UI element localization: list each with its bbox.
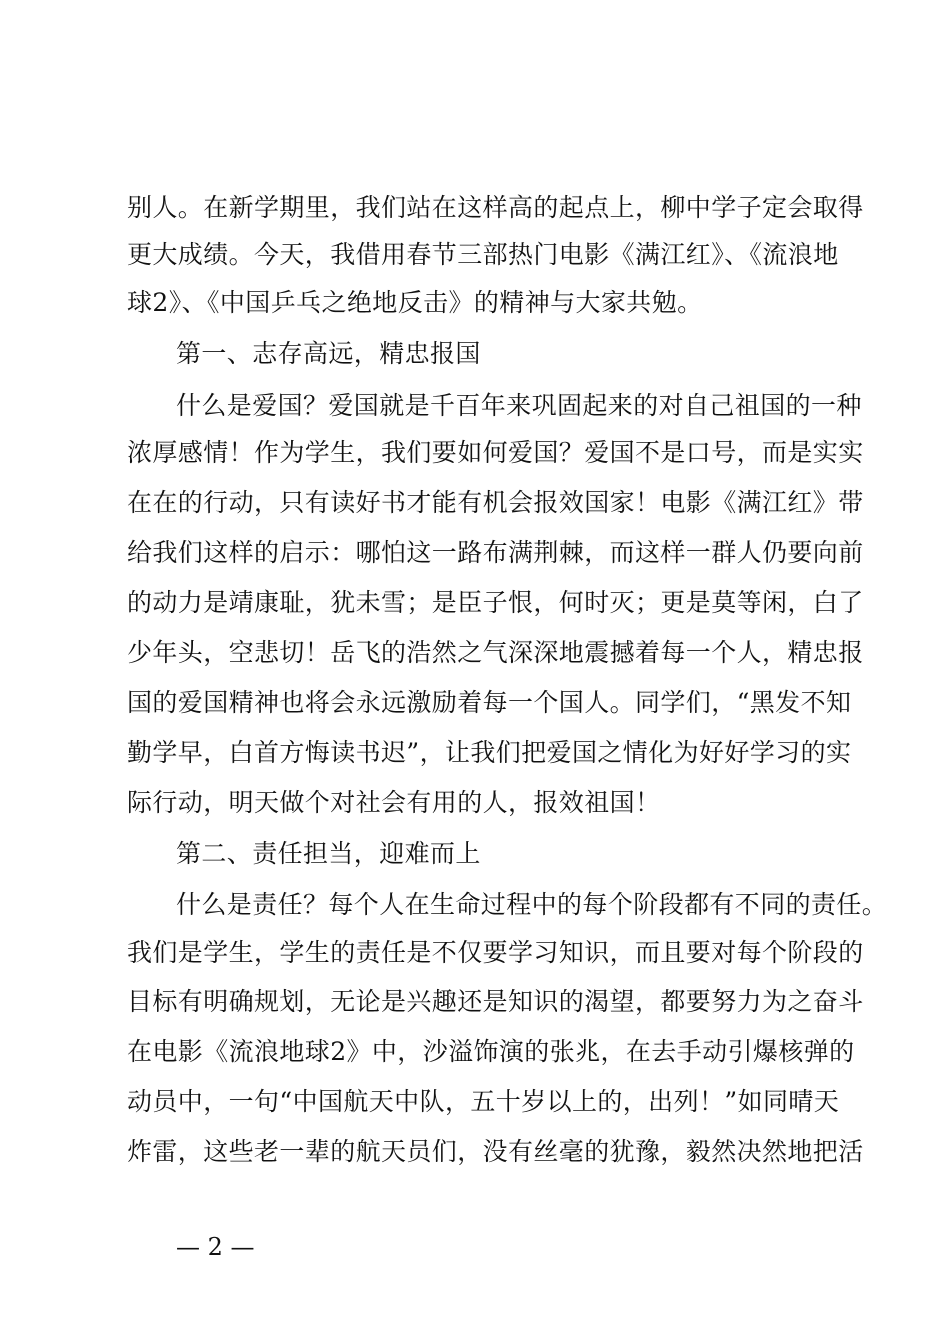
section-heading: 第一、志存高远，精忠报国 [176,339,481,368]
page-number: — 2 — [176,1233,255,1261]
body-line: 的动力是靖康耻，犹未雪；是臣子恨，何时灭；更是莫等闲，白了 [127,588,864,617]
body-line: 球2》、《中国乒乓之绝地反击》的精神与大家共勉。 [127,288,703,317]
body-line: 别人。在新学期里，我们站在这样高的起点上，柳中学子定会取得 [127,193,864,222]
body-line: 勤学早，白首方悔读书迟”，让我们把爱国之情化为好好学习的实 [127,738,852,767]
body-line: 在电影《流浪地球2》中，沙溢饰演的张兆，在去手动引爆核弹的 [127,1037,855,1066]
body-line: 给我们这样的启示：哪怕这一路布满荆棘，而这样一群人仍要向前 [127,538,864,567]
section-heading: 第二、责任担当，迎难而上 [176,839,481,868]
body-line: 国的爱国精神也将会永远激励着每一个国人。同学们，“黑发不知 [127,688,852,717]
body-line: 动员中，一句“中国航天中队，五十岁以上的，出列！”如同晴天 [127,1087,840,1116]
body-line: 我们是学生，学生的责任是不仅要学习知识，而且要对每个阶段的 [127,938,864,967]
body-line: 目标有明确规划，无论是兴趣还是知识的渴望，都要努力为之奋斗 [127,987,864,1016]
body-line: 浓厚感情！作为学生，我们要如何爱国？爱国不是口号，而是实实 [127,438,864,467]
body-line: 更大成绩。今天，我借用春节三部热门电影《满江红》、《流浪地 [127,240,839,269]
body-line: 际行动，明天做个对社会有用的人，报效祖国！ [127,788,661,817]
body-line: 炸雷，这些老一辈的航天员们，没有丝毫的犹豫，毅然决然地把活 [127,1137,864,1166]
body-line: 什么是责任？每个人在生命过程中的每个阶段都有不同的责任。 [176,890,888,919]
body-line: 在在的行动，只有读好书才能有机会报效国家！电影《满江红》带 [127,488,864,517]
body-line: 什么是爱国？爱国就是千百年来巩固起来的对自己祖国的一种 [176,391,862,420]
body-line: 少年头，空悲切！岳飞的浩然之气深深地震撼着每一个人，精忠报 [127,638,864,667]
